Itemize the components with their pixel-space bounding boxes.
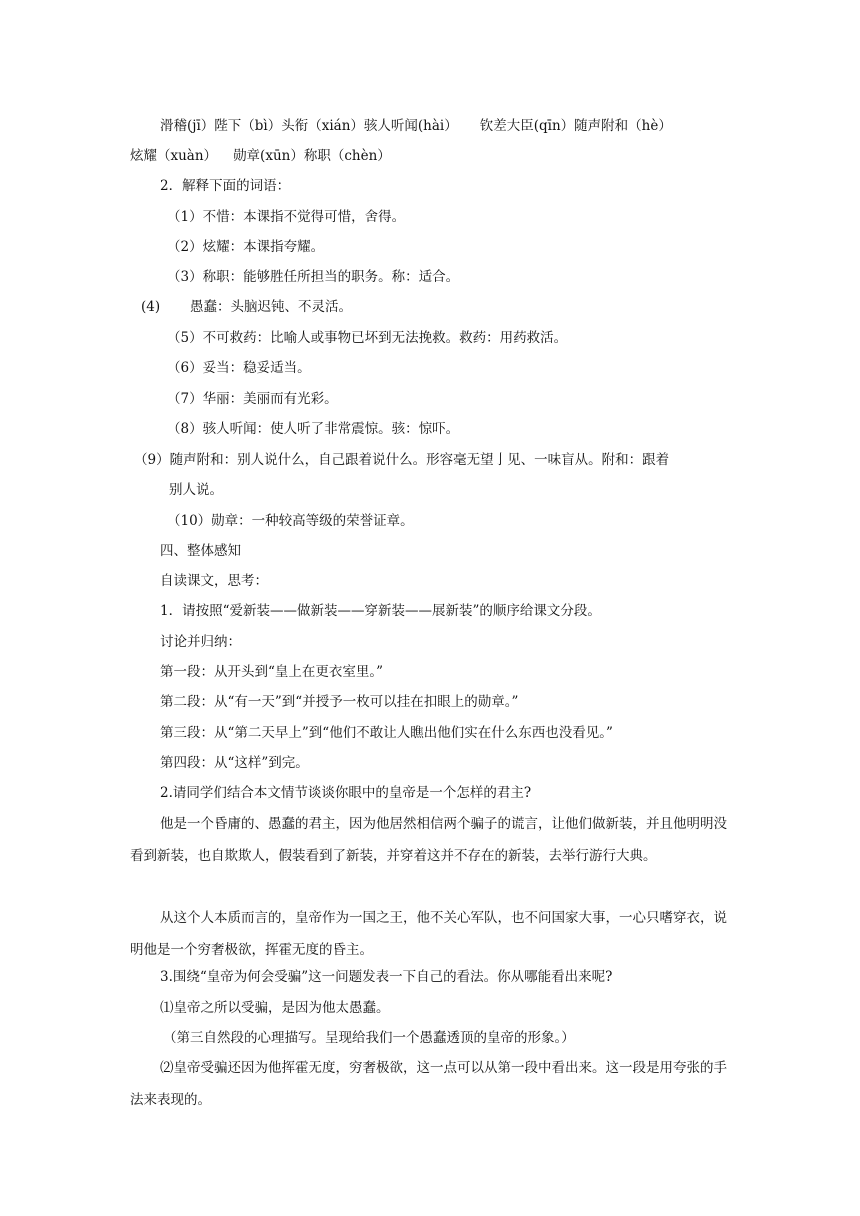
definition-item: 愚蠢：头脑迟钝、不灵活。 — [190, 299, 352, 315]
definition-item: （10）勋章：一种较高等级的荣誉证章。 — [167, 513, 414, 529]
section-4-heading: 四、整体感知 — [160, 543, 241, 559]
definition-item: （1）不惜：本课指不觉得可惜，舍得。 — [167, 209, 406, 225]
definition-item: （5）不可救药：比喻人或事物已坏到无法挽救。救药：用药救活。 — [167, 330, 568, 346]
definition-item: （6）妥当：稳妥适当。 — [167, 360, 311, 376]
definition-item: （2）炫耀：本课指夸耀。 — [167, 239, 325, 255]
definition-item: （7）华丽：美丽而有光彩。 — [167, 391, 338, 407]
segment-line: 第三段：从“第二天早上”到“他们不敢让人瞧出他们实在什么东西也没看见。” — [160, 725, 613, 741]
answer-point-1: ⑴皇帝之所以受骗，是因为他太愚蠢。 — [160, 1000, 390, 1016]
answer-point-2 — [130, 1052, 734, 1116]
pinyin-group-1: 滑稽(jī）陛下（bì）头衔（xián）骇人听闻(hài） — [160, 118, 458, 134]
answer-paragraph-2 — [130, 902, 734, 966]
question-3: 3.围绕“皇帝为何会受骗”这一问题发表一下自己的看法。你从哪能看出来呢? — [160, 969, 613, 985]
self-read-prompt: 自读课文，思考： — [160, 573, 268, 589]
definition-number: (4) — [141, 299, 161, 315]
question-2: 2.请同学们结合本文情节谈谈你眼中的皇帝是一个怎样的君主? — [160, 785, 532, 801]
definition-item-continued: 别人说。 — [169, 482, 223, 498]
definition-item: （3）称职：能够胜任所担当的职务。称：适合。 — [167, 269, 460, 285]
question-1: 1．请按照“爱新装——做新装——穿新装——展新装”的顺序给课文分段。 — [160, 603, 601, 619]
pinyin-line-1 — [160, 116, 672, 136]
answer-paragraph-1 — [130, 808, 734, 872]
segment-line: 第四段：从“这样”到完。 — [160, 755, 309, 771]
definition-item: （8）骇人听闻：使人听了非常震惊。骇：惊吓。 — [167, 421, 460, 437]
segment-line: 第二段：从“有一天”到“并授予一枚可以挂在扣眼上的勋章。” — [160, 694, 519, 710]
pinyin-line-2 — [130, 146, 391, 166]
answer-point-2-text: ⑵皇帝受骗还因为他挥霍无度，穷奢极欲，这一点可以从第一段中看出来。这一段是用夸张的手法来表现的。 — [130, 1060, 727, 1108]
segment-line: 第一段：从开头到“皇上在更衣室里。” — [160, 664, 384, 680]
pinyin-group-2: 钦差大臣(qīn）随声附和（hè） — [479, 118, 672, 134]
answer-paragraph-1-text: 他是一个昏庸的、愚蠢的君主，因为他居然相信两个骗子的谎言，让他们做新装，并且他明明没看到新装，也自欺欺人，假装看到了新装，并穿着这并不存在的新装，去举行游行大典。 — [130, 816, 727, 864]
answer-paragraph-2-text: 从这个人本质而言的，皇帝作为一国之王，他不关心军队，也不问国家大事，一心只嗜穿衣，说明他是一个穷奢极欲，挥霍无度的昏主。 — [130, 910, 727, 958]
pinyin-group-4: 勋章(xūn）称职（chèn） — [233, 148, 391, 164]
answer-point-1-note: （第三自然段的心理描写。呈现给我们一个愚蠢透顶的皇帝的形象。） — [163, 1030, 575, 1046]
pinyin-group-3: 炫耀（xuàn） — [130, 148, 218, 164]
discuss-label: 讨论并归纳： — [160, 634, 241, 650]
definition-item: （9）随声附和：别人说什么，自己跟着说什么。形容毫无望亅见、一味盲从。附和：跟着 — [134, 452, 670, 468]
section-2-heading: 2．解释下面的词语： — [160, 178, 291, 194]
